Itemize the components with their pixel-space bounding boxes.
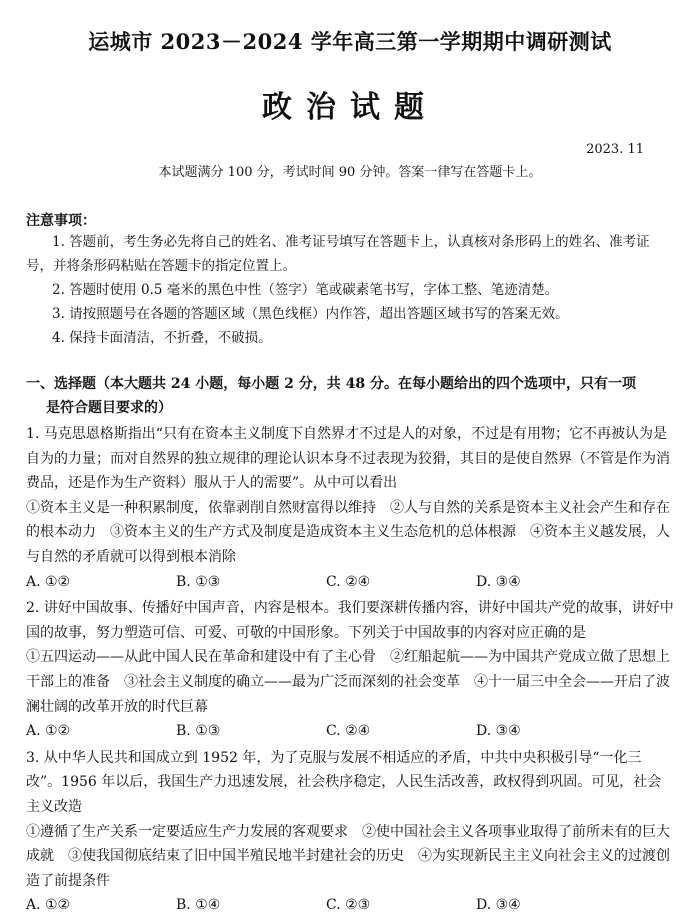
option-b: B. ①③	[176, 573, 221, 590]
option-a: A. ①②	[26, 723, 71, 740]
question-statements: ①五四运动——从此中国人民在革命和建设中有了主心骨 ②红船起航——为中国共产党成立做了思想上干部上的准备 ③社会主义制度的确立——最为广泛而深刻的社会变革 ④十一届三中全会——开启了波澜壮阔的改革开放的时代巨幕	[26, 649, 670, 715]
notice-item: 2. 答题时使用 0.5 毫米的黑色中性（签字）笔或碳素笔书写，字体工整、笔迹清楚。	[52, 282, 559, 298]
notice-title: 注意事项：	[26, 213, 96, 229]
question-3	[26, 746, 674, 918]
option-c: C. ②③	[326, 897, 371, 914]
question-stem: 1. 马克思恩格斯指出“只有在资本主义制度下自然界才不过是人的对象，不过是有用物；它不再被认为是自为的力量；而对自然界的独立规律的理论认识本身不过表现为狡猾，其目的是使自然界（不管是作为消费品，还是作为生产资料）服从于人的需要”。从中可以看出	[26, 426, 670, 492]
exam-title: 运城市 2023－2024 学年高三第一学期期中调研测试	[88, 29, 612, 54]
answer-options	[26, 570, 674, 595]
question-stem: 2. 讲好中国故事、传播好中国声音，内容是根本。我们要深耕传播内容，讲好中国共产党的故事，讲好中国的故事，努力塑造可信、可爱、可敬的中国形象。下列关于中国故事的内容对应正确的是	[26, 600, 674, 641]
option-b: B. ①④	[176, 897, 221, 914]
option-d: D. ③④	[476, 573, 521, 590]
option-a: A. ①②	[26, 573, 71, 590]
notice-item: 1. 答题前，考生务必先将自己的姓名、准考证号填写在答题卡上，认真核对条形码上的姓名、准考证号，并将条形码粘贴在答题卡的指定位置上。	[26, 234, 650, 274]
section-title	[26, 372, 674, 420]
notice-block	[26, 210, 674, 350]
question-1	[26, 422, 674, 594]
question-statements: ①遵循了生产关系一定要适应生产力发展的客观要求 ②使中国社会主义各项事业取得了前所未有的巨大成就 ③使我国彻底结束了旧中国半殖民地半封建社会的历史 ④为实现新民主主义向社会主义的过渡创造了前提条件	[26, 823, 670, 889]
option-c: C. ②④	[326, 723, 371, 740]
section-title-part1: 一、选择题（本大题共 24 小题，每小题 2 分，共 48 分。在每小题给出的四个选项中，只有一项	[26, 376, 636, 392]
option-c: C. ②④	[326, 573, 371, 590]
answer-options	[26, 719, 674, 744]
option-d: D. ③④	[476, 723, 521, 740]
option-d: D. ③④	[476, 897, 521, 914]
question-stem: 3. 从中华人民共和国成立到 1952 年，为了克服与发展不相适应的矛盾，中共中央积极引导“一化三改”。1956 年以后，我国生产力迅速发展，社会秩序稳定，人民生活改善，政权得到巩固。可见，社会主义改造	[26, 749, 662, 815]
option-a: A. ①②	[26, 897, 71, 914]
section-title-part2: 是符合题目要求的）	[46, 400, 172, 416]
question-2	[26, 596, 674, 744]
notice-item: 3. 请按照题号在各题的答题区域（黑色线框）内作答，超出答题区域书写的答案无效。	[52, 306, 569, 322]
notice-item: 4. 保持卡面清洁，不折叠，不破损。	[52, 330, 272, 346]
option-b: B. ①③	[176, 723, 221, 740]
question-statements: ①资本主义是一种积累制度，依靠剥削自然财富得以维持 ②人与自然的关系是资本主义社会产生和存在的根本动力 ③资本主义的生产方式及制度是造成资本主义生态危机的总体根源 ④资本主义越发展，人与自然的矛盾就可以得到根本消除	[26, 499, 670, 565]
exam-info: 本试题满分 100 分，考试时间 90 分钟。答案一律写在答题卡上。	[158, 165, 542, 180]
subject-title: 政治试题	[262, 90, 438, 125]
exam-date: 2023. 11	[586, 142, 644, 157]
answer-options	[26, 893, 674, 918]
